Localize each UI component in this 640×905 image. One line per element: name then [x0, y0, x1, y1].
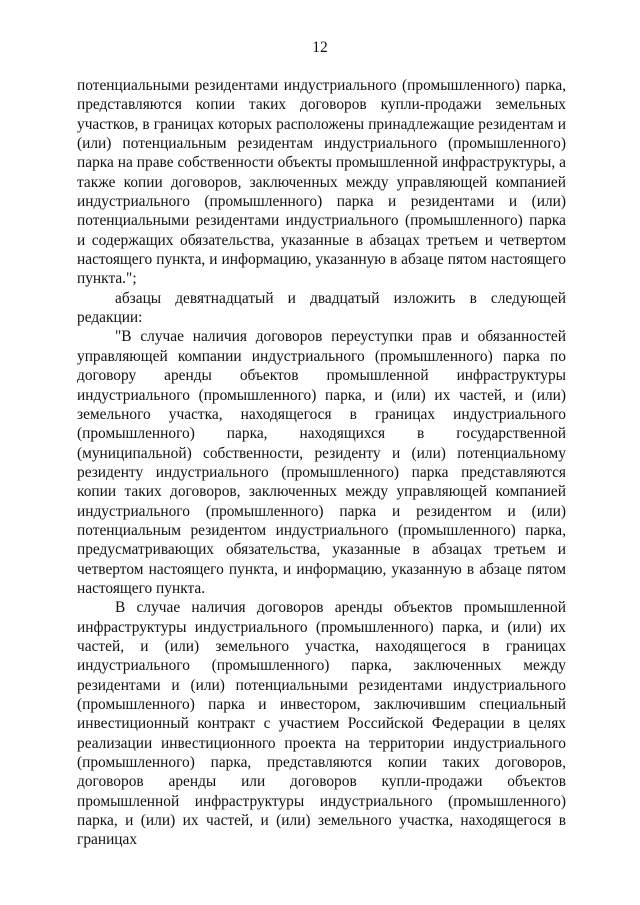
paragraph-amendment-instruction: абзацы девятнадцатый и двадцатый изложить в следующей редакции:: [77, 289, 566, 327]
paragraph-assignment-contracts: "В случае наличия договоров переуступки прав и обязанностей управляющей компании индустриального (промышленного) парка по договору аренды объектов промышленной инфраструктуры индустриального (промышленного) парка, и (или) их частей, и (или) земельного участка, находящегося в границах индустриального (промышленного) парка, находящихся в государственной (муниципальной) собственности, резиденту и (или) потенциальному резиденту индустриального (промышленного) парка представляются копии таких договоров, заключенных между управляющей компанией индустриального (промышленного) парка и резидентом и (или) потенциальным резидентом индустриального (промышленного) парка, предусматривающих обязательства, указанные в абзацах третьем и четвертом настоящего пункта, и информацию, указанную в абзаце пятом настоящего пункта.: [77, 328, 566, 597]
page-number: 12: [312, 39, 328, 56]
paragraph-continuation: потенциальными резидентами индустриального (промышленного) парка, представляются копии таких договоров купли-продажи земельных участков, в границах которых расположены принадлежащие резидентам и (или) потенциальным резидентам индустриального (промышленного) парка на праве собственности объекты промышленной инфраструктуры, а также копии договоров, заключенных между управляющей компанией индустриального (промышленного) парка и резидентами и (или) потенциальными резидентами индустриального (промышленного) парка и содержащих обязательства, указанные в абзацах третьем и четвертом настоящего пункта, и информацию, указанную в абзаце пятом настоящего пункта.";: [77, 77, 566, 288]
paragraph-lease-contracts: В случае наличия договоров аренды объектов промышленной инфраструктуры индустриального (промышленного) парка, и (или) их частей, и (или) земельного участка, находящегося в границах индустриального (промышленного) парка, заключенных между резидентами и (или) потенциальными резидентами индустриального (промышленного) парка и инвестором, заключившим специальный инвестиционный контракт с участием Российской Федерации в целях реализации инвестиционного проекта на территории индустриального (промышленного) парка, представляются копии таких договоров, договоров аренды или договоров купли-продажи объектов промышленной инфраструктуры индустриального (промышленного) парка, и (или) их частей, и (или) земельного участка, находящегося в границах: [77, 599, 566, 849]
document-body: [77, 76, 566, 850]
